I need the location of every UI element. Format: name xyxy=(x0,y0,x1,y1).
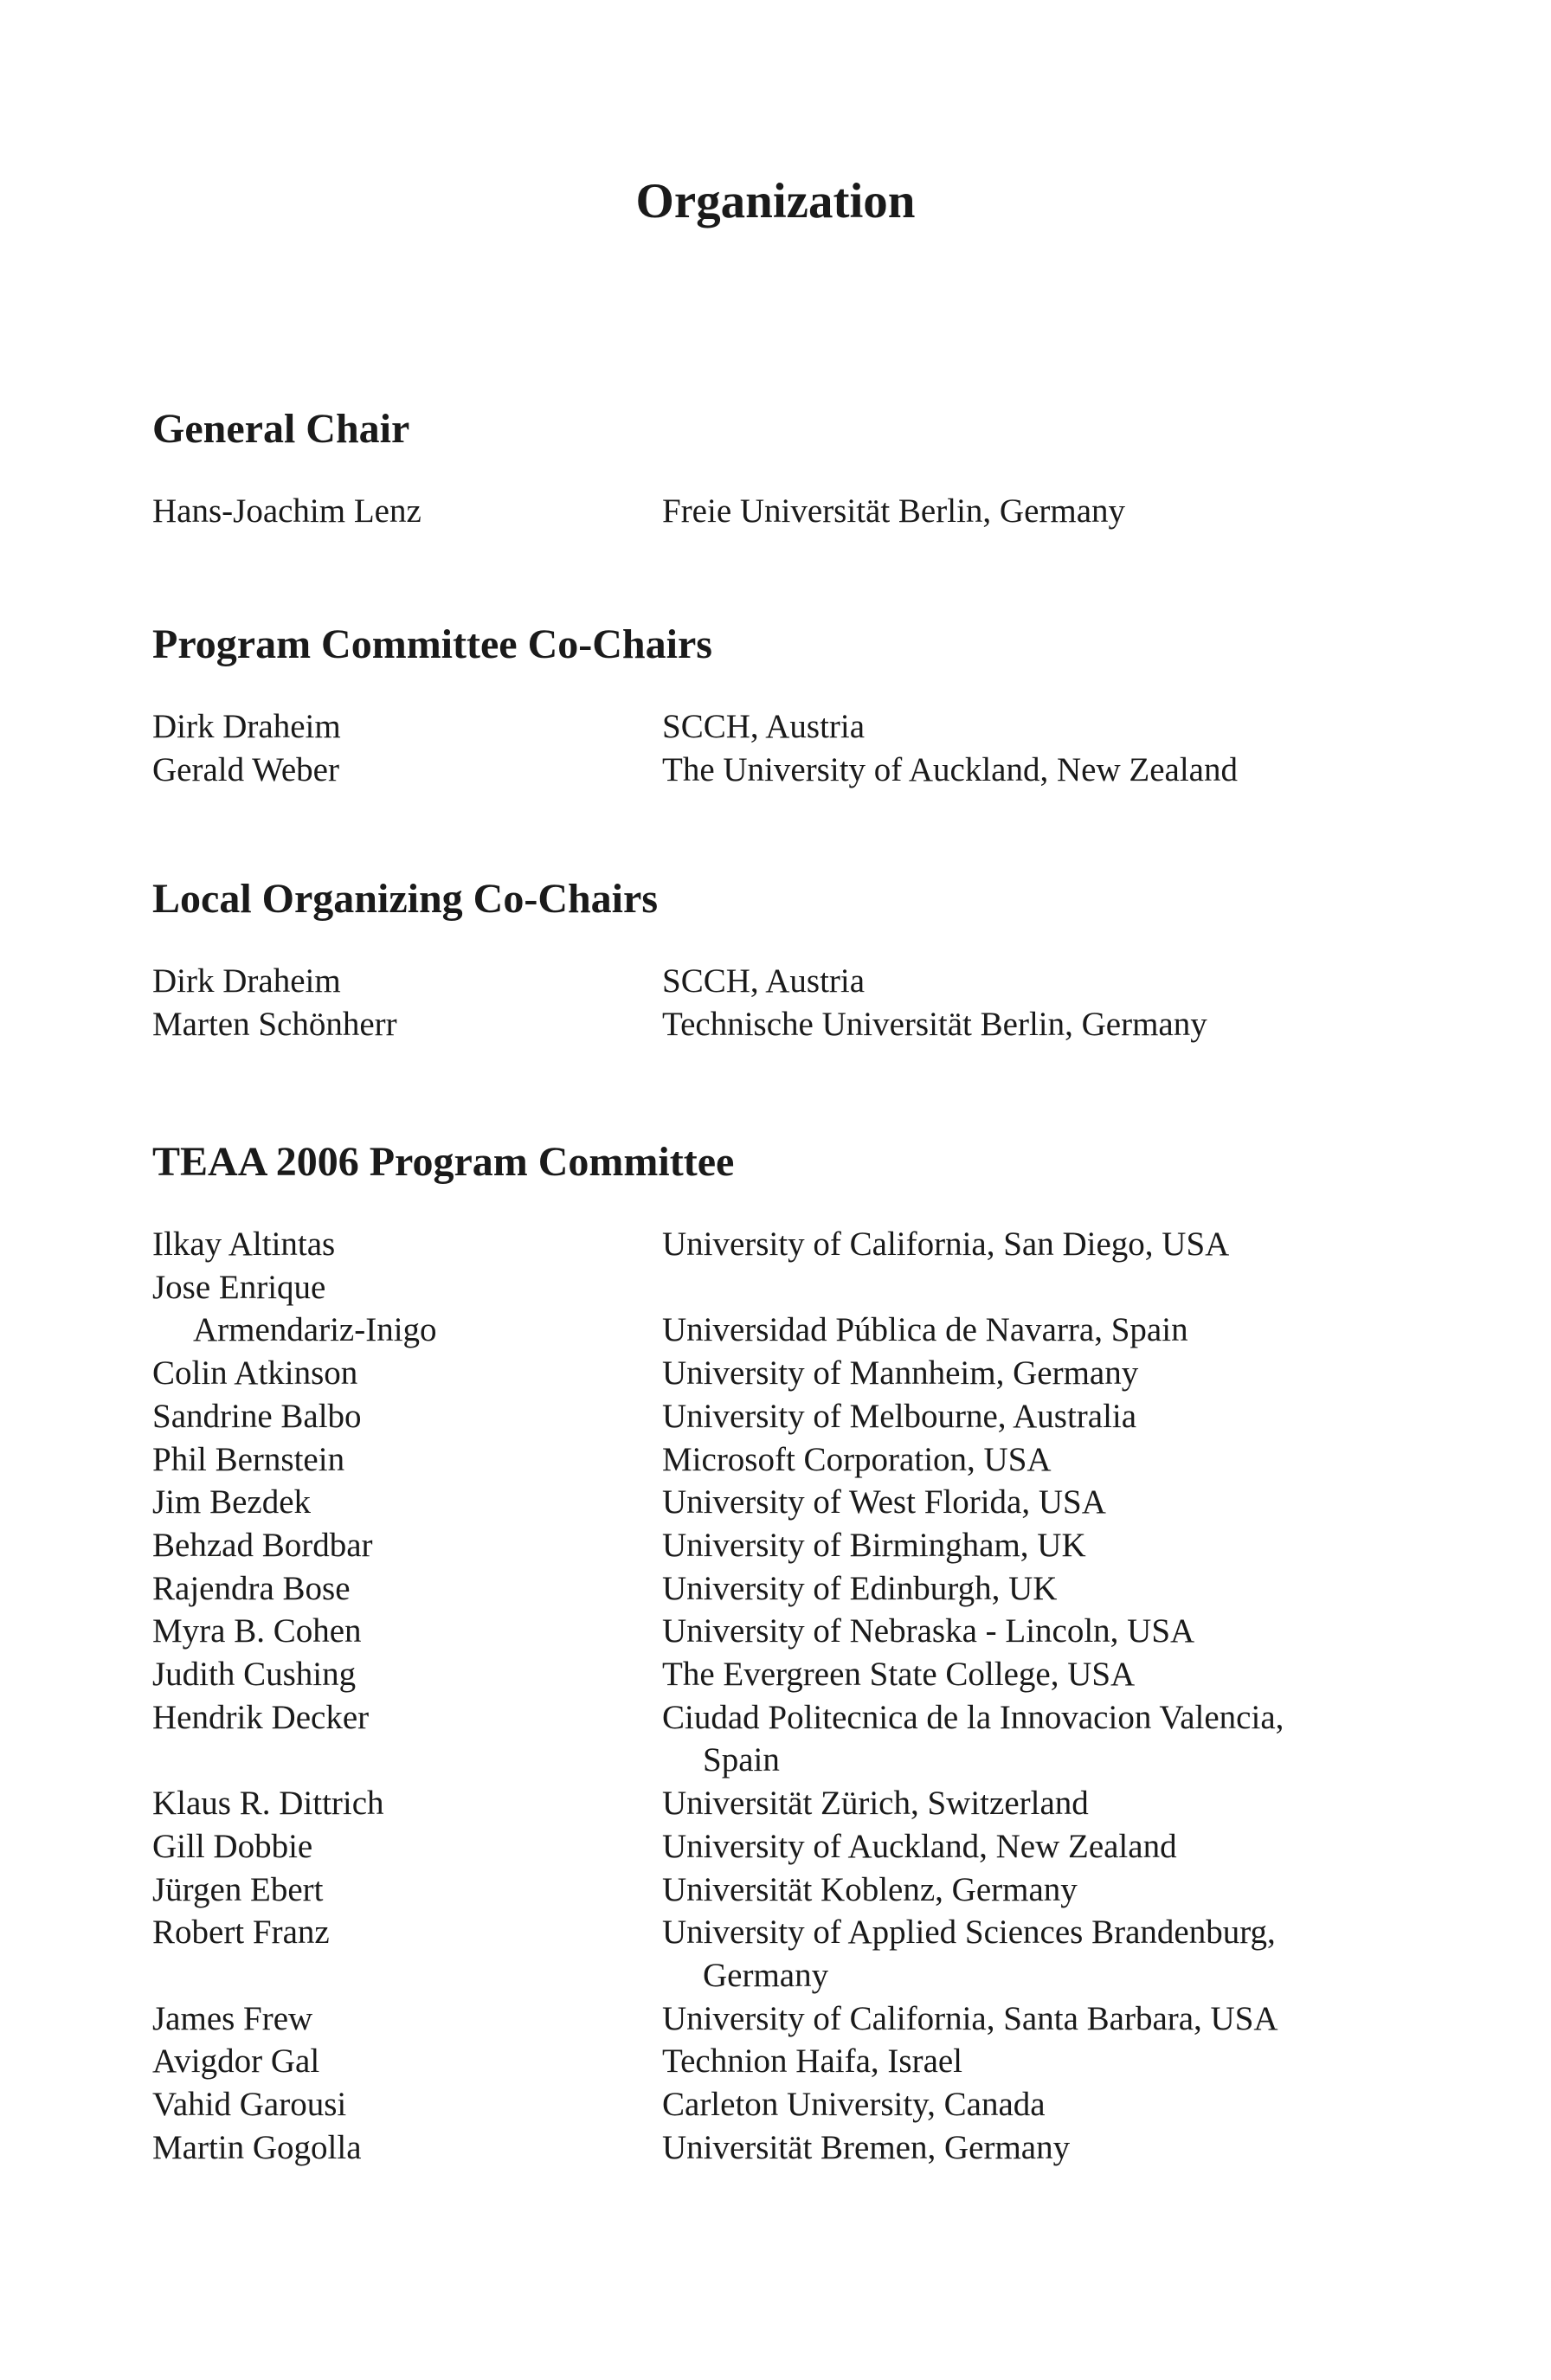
member-row xyxy=(152,705,1399,749)
member-affiliation: University of California, San Diego, USA xyxy=(662,1225,1230,1263)
member-affiliation: Microsoft Corporation, USA xyxy=(662,1440,1052,1478)
member-name-column xyxy=(152,1610,662,1653)
member-name: Gill Dobbie xyxy=(152,1827,313,1865)
member-affiliation-column xyxy=(662,1696,1284,1782)
member-row xyxy=(152,1696,1399,1782)
member-name-column xyxy=(152,1395,662,1438)
member-row xyxy=(152,749,1399,792)
member-affiliation: University of California, Santa Barbara, USA xyxy=(662,1999,1278,2037)
member-affiliation-column xyxy=(662,1266,1188,1352)
member-affiliation: Technion Haifa, Israel xyxy=(662,2042,963,2081)
member-affiliation: Technische Universität Berlin, Germany xyxy=(662,1005,1207,1043)
member-name: Jim Bezdek xyxy=(152,1483,312,1521)
member-affiliation-column xyxy=(662,1481,1106,1524)
member-row xyxy=(152,2083,1399,2126)
member-affiliation: SCCH, Austria xyxy=(662,962,866,1000)
member-list xyxy=(152,960,1399,1045)
member-row xyxy=(152,1395,1399,1438)
member-affiliation: Universität Koblenz, Germany xyxy=(662,1870,1078,1908)
member-affiliation: University of Melbourne, Australia xyxy=(662,1397,1137,1435)
member-affiliation: University of Edinburgh, UK xyxy=(662,1569,1058,1607)
member-row xyxy=(152,1481,1399,1524)
member-row xyxy=(152,1825,1399,1869)
member-affiliation-column xyxy=(662,1869,1078,1912)
member-name-column xyxy=(152,1567,662,1611)
member-name-column xyxy=(152,2040,662,2083)
member-row xyxy=(152,2040,1399,2083)
member-name: Martin Gogolla xyxy=(152,2128,362,2166)
member-row xyxy=(152,1782,1399,1825)
member-row xyxy=(152,1911,1399,1997)
member-name: Behzad Bordbar xyxy=(152,1526,373,1564)
member-name: Avigdor Gal xyxy=(152,2042,320,2081)
member-name: Hans-Joachim Lenz xyxy=(152,492,422,530)
member-name-continuation: Armendariz-Inigo xyxy=(193,1311,437,1349)
member-name-column xyxy=(152,1223,662,1266)
member-name-column xyxy=(152,2126,662,2170)
member-row xyxy=(152,1869,1399,1912)
member-name: James Frew xyxy=(152,1999,313,2037)
section-local-cochairs xyxy=(152,875,1399,1045)
member-affiliation-column xyxy=(662,2126,1070,2170)
member-row xyxy=(152,1438,1399,1482)
member-list xyxy=(152,705,1399,791)
member-name-column xyxy=(152,1524,662,1567)
member-name-column xyxy=(152,1266,662,1352)
member-name: Myra B. Cohen xyxy=(152,1612,362,1650)
line-spacer xyxy=(662,1266,1188,1309)
member-affiliation-continuation: Spain xyxy=(703,1741,780,1779)
member-affiliation-column xyxy=(662,2040,962,2083)
member-row xyxy=(152,490,1399,533)
member-name: Jürgen Ebert xyxy=(152,1870,324,1908)
member-affiliation-column xyxy=(662,1825,1177,1869)
member-name-column xyxy=(152,1911,662,1997)
member-name-column xyxy=(152,1653,662,1696)
member-affiliation: University of Birmingham, UK xyxy=(662,1526,1086,1564)
member-name: Sandrine Balbo xyxy=(152,1397,362,1435)
section-heading: Program Committee Co-Chairs xyxy=(152,621,712,667)
member-name: Hendrik Decker xyxy=(152,1698,370,1736)
member-name: Dirk Draheim xyxy=(152,962,341,1000)
member-name-column xyxy=(152,1869,662,1912)
member-name: Rajendra Bose xyxy=(152,1569,351,1607)
member-name-column xyxy=(152,1997,662,2041)
member-name: Klaus R. Dittrich xyxy=(152,1785,384,1823)
member-name: Ilkay Altintas xyxy=(152,1225,336,1263)
member-affiliation-column xyxy=(662,1610,1194,1653)
member-list xyxy=(152,490,1399,533)
member-affiliation: Universität Zürich, Switzerland xyxy=(662,1785,1089,1823)
member-affiliation: Carleton University, Canada xyxy=(662,2086,1046,2124)
member-name: Marten Schönherr xyxy=(152,1005,397,1043)
member-affiliation: Universität Bremen, Germany xyxy=(662,2128,1071,2166)
member-name-column xyxy=(152,1782,662,1825)
member-affiliation: SCCH, Austria xyxy=(662,708,866,745)
member-affiliation: University of West Florida, USA xyxy=(662,1483,1106,1521)
member-row xyxy=(152,1266,1399,1352)
member-name: Gerald Weber xyxy=(152,750,339,788)
member-name-column xyxy=(152,1352,662,1395)
page-title: Organization xyxy=(635,174,916,228)
member-affiliation: University of Nebraska - Lincoln, USA xyxy=(662,1612,1195,1650)
member-row xyxy=(152,1997,1399,2041)
member-affiliation-column xyxy=(662,1997,1278,2041)
member-row xyxy=(152,1567,1399,1611)
member-row xyxy=(152,1352,1399,1395)
section-program-cochairs xyxy=(152,621,1399,791)
member-affiliation-column xyxy=(662,1567,1057,1611)
member-affiliation-column xyxy=(662,2083,1046,2126)
member-affiliation: Freie Universität Berlin, Germany xyxy=(662,492,1126,530)
member-affiliation-column xyxy=(662,1782,1089,1825)
member-affiliation: University of Mannheim, Germany xyxy=(662,1354,1139,1393)
member-affiliation-column xyxy=(662,1653,1135,1696)
member-name-column xyxy=(152,1438,662,1482)
member-affiliation: The University of Auckland, New Zealand xyxy=(662,750,1238,788)
member-affiliation: The Evergreen State College, USA xyxy=(662,1656,1136,1694)
member-name-column xyxy=(152,2083,662,2126)
member-affiliation-continuation: Germany xyxy=(703,1956,829,1994)
section-heading: TEAA 2006 Program Committee xyxy=(152,1139,735,1185)
member-row xyxy=(152,1610,1399,1653)
member-name-column xyxy=(152,1825,662,1869)
member-row xyxy=(152,1223,1399,1266)
member-row xyxy=(152,2126,1399,2170)
section-program-committee xyxy=(152,1138,1399,2169)
member-affiliation: Universidad Pública de Navarra, Spain xyxy=(662,1311,1188,1349)
member-affiliation-column xyxy=(662,1438,1052,1482)
member-affiliation-column xyxy=(662,1911,1276,1997)
member-name: Robert Franz xyxy=(152,1914,330,1952)
member-affiliation: University of Auckland, New Zealand xyxy=(662,1827,1177,1865)
member-name: Judith Cushing xyxy=(152,1656,357,1694)
member-row xyxy=(152,1003,1399,1046)
member-row xyxy=(152,960,1399,1003)
member-affiliation-column xyxy=(662,1524,1086,1567)
member-affiliation: Ciudad Politecnica de la Innovacion Valencia, xyxy=(662,1698,1284,1736)
member-name: Phil Bernstein xyxy=(152,1440,345,1478)
member-affiliation-column xyxy=(662,1223,1229,1266)
member-affiliation-column xyxy=(662,1395,1136,1438)
member-name-column xyxy=(152,1481,662,1524)
section-heading: Local Organizing Co-Chairs xyxy=(152,876,658,922)
member-row xyxy=(152,1524,1399,1567)
section-general-chair xyxy=(152,405,1399,533)
member-name: Vahid Garousi xyxy=(152,2086,347,2124)
member-list xyxy=(152,1223,1399,2169)
member-name: Jose Enrique xyxy=(152,1268,326,1306)
member-affiliation: University of Applied Sciences Brandenburg, xyxy=(662,1914,1276,1952)
member-name-column xyxy=(152,1696,662,1782)
member-affiliation-column xyxy=(662,1352,1138,1395)
member-name: Colin Atkinson xyxy=(152,1354,358,1393)
section-heading: General Chair xyxy=(152,406,410,452)
member-row xyxy=(152,1653,1399,1696)
member-name: Dirk Draheim xyxy=(152,708,341,745)
